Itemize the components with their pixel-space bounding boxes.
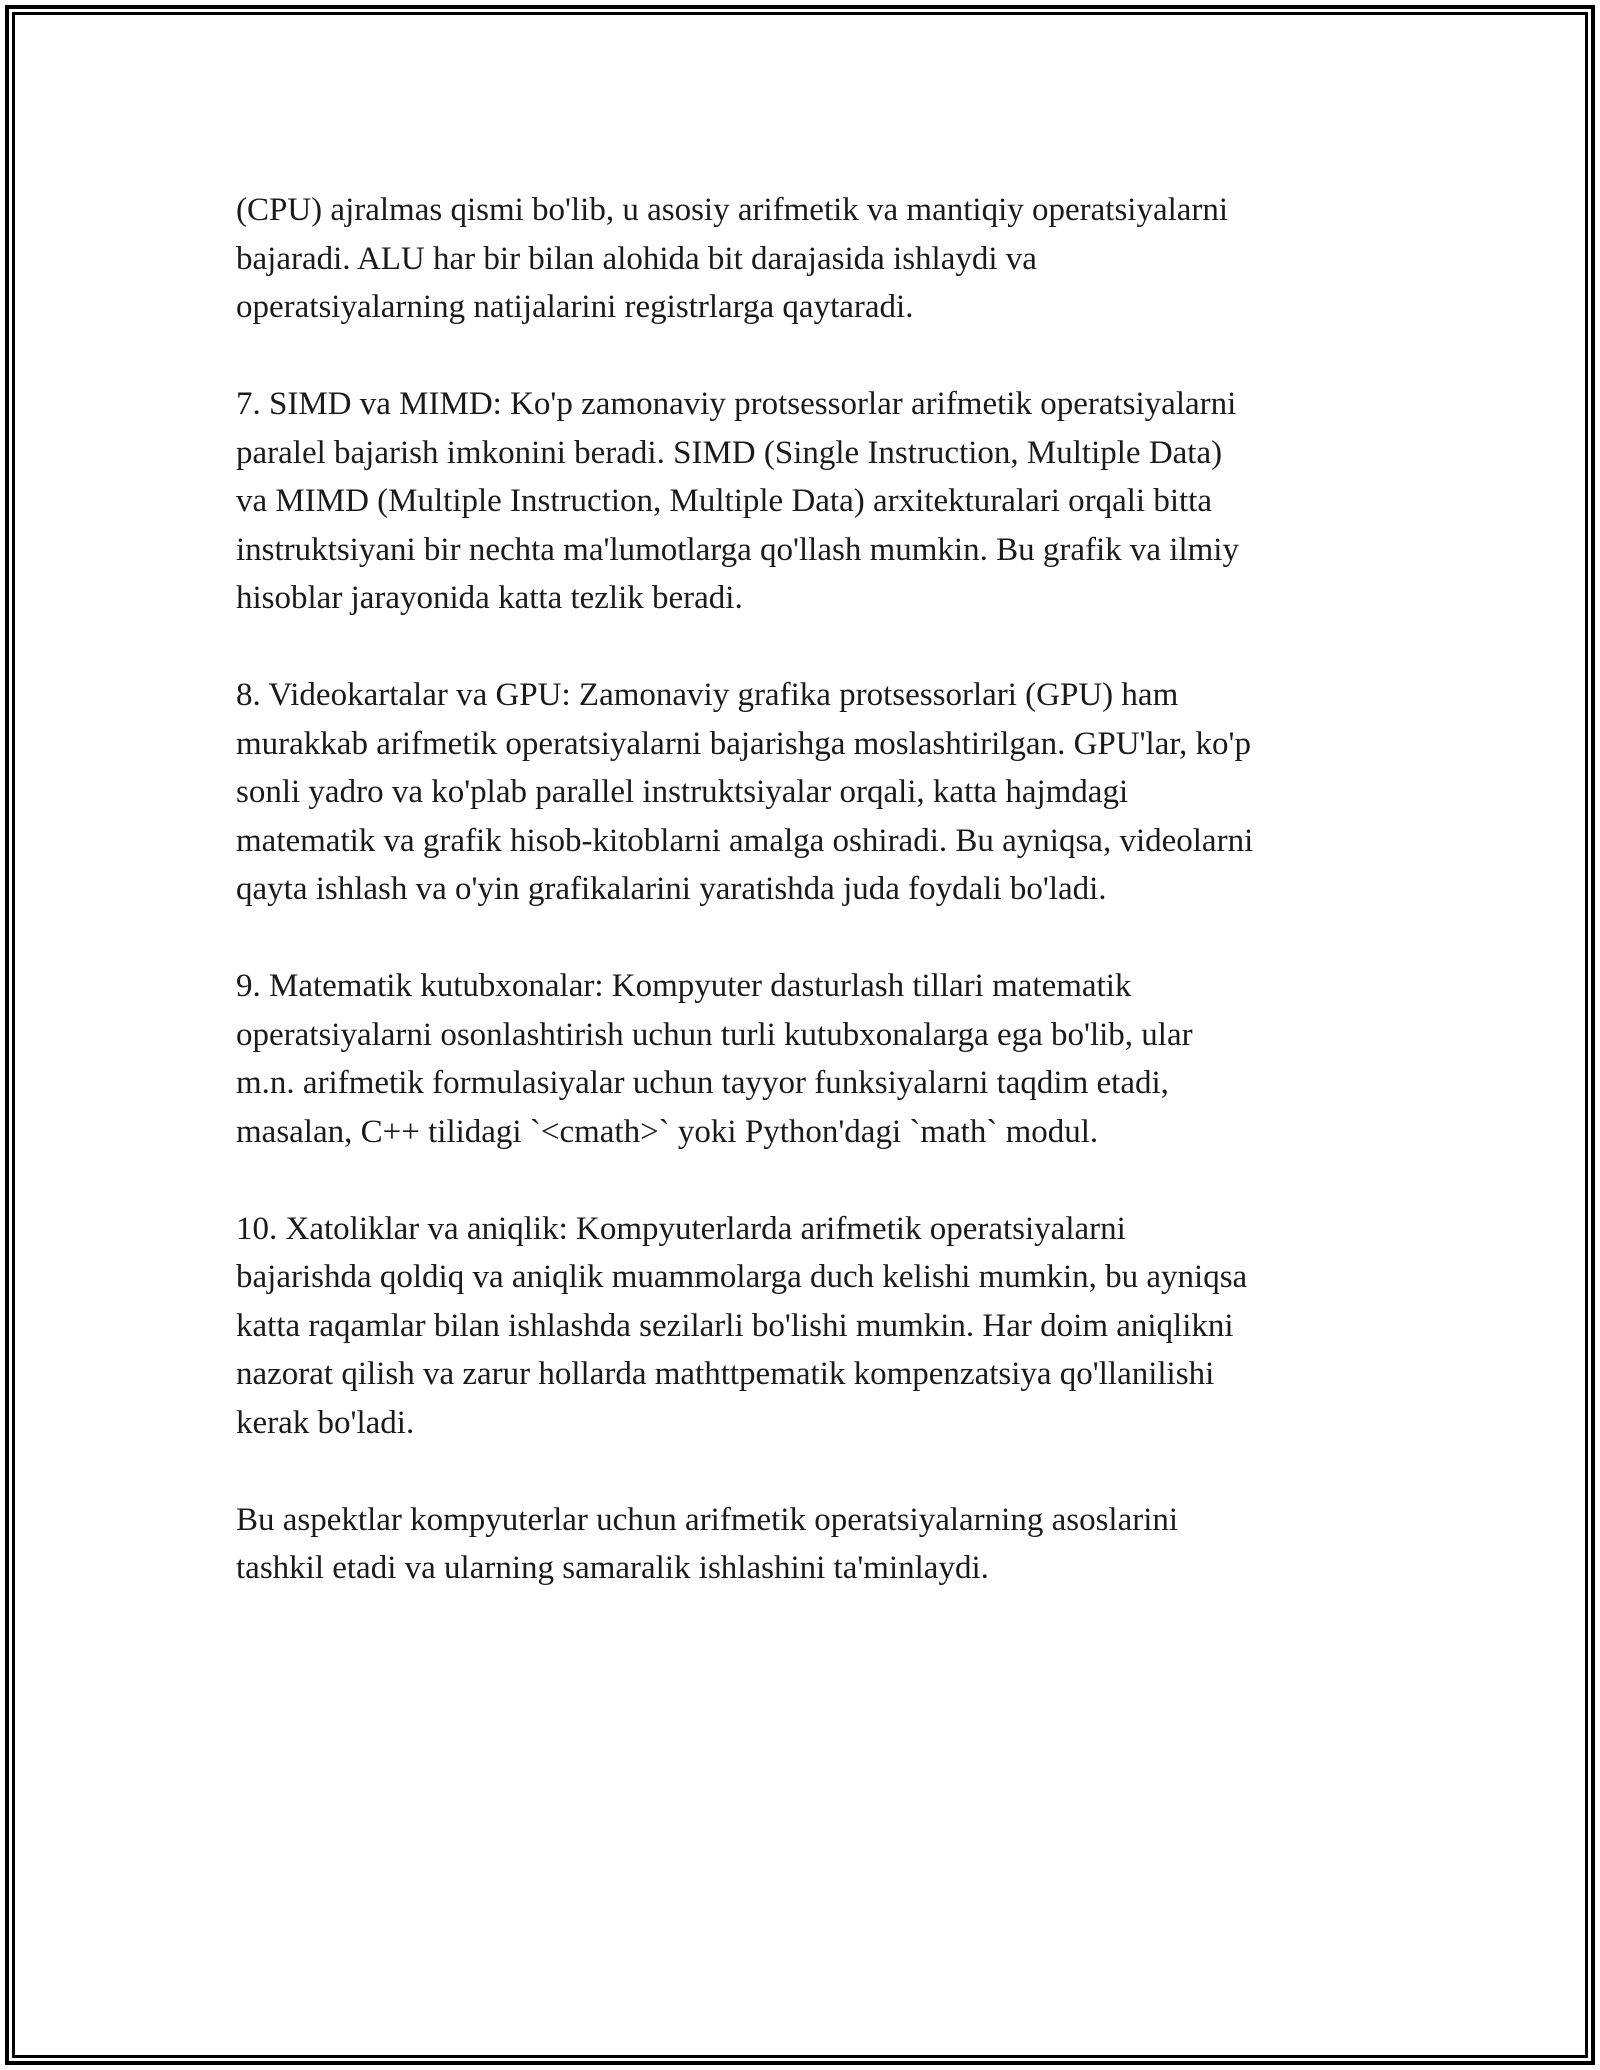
text-line: hisoblar jarayonida katta tezlik beradi. — [236, 580, 743, 616]
text-line: Bu aspektlar kompyuterlar uchun arifmetik operatsiyalarning asoslarini — [236, 1501, 1179, 1538]
text-line: qayta ishlash va o'yin grafikalarini yaratishda juda foydali bo'ladi. — [236, 871, 1107, 907]
text-line: m.n. arifmetik formulasiyalar uchun tayyor funksiyalarni taqdim etadi, — [236, 1065, 1169, 1101]
text-line: masalan, C++ tilidagi `<cmath>` yoki Python'dagi `math` modul. — [236, 1113, 1099, 1150]
paragraph-gpu — [236, 671, 1386, 914]
text-line: sonli yadro va ko'plab parallel instruktsiyalar orqali, katta hajmdagi — [236, 774, 1129, 810]
text-line: operatsiyalarni osonlashtirish uchun turli kutubxonalarga ega bo'lib, ular — [236, 1016, 1193, 1053]
paragraph-math-libraries — [236, 962, 1386, 1156]
text-line: tashkil etadi va ularning samaralik ishlashini ta'minlaydi. — [236, 1550, 989, 1586]
paragraph-errors-precision — [236, 1205, 1386, 1448]
text-line: murakkab arifmetik operatsiyalarni bajarishga moslashtirilgan. GPU'lar, ko'p — [236, 725, 1251, 762]
text-line: bajarishda qoldiq va aniqlik muammolarga duch kelishi mumkin, bu ayniqsa — [236, 1259, 1248, 1295]
paragraph-simd-mimd — [236, 380, 1386, 623]
text-line: bajaradi. ALU har bir bilan alohida bit darajasida ishlaydi va — [236, 240, 1037, 277]
document-body — [236, 186, 1386, 1641]
paragraph-alu-continuation — [236, 186, 1386, 332]
text-line: katta raqamlar bilan ishlashda sezilarli bo'lishi mumkin. Har doim aniqlikni — [236, 1307, 1234, 1344]
text-line: 9. Matematik kutubxonalar: Kompyuter dasturlash tillari matematik — [236, 968, 1132, 1004]
text-line: operatsiyalarning natijalarini registrlarga qaytaradi. — [236, 289, 914, 325]
text-line: matematik va grafik hisob-kitoblarni amalga oshiradi. Bu ayniqsa, videolarni — [236, 822, 1254, 859]
text-line: paralel bajarish imkonini beradi. SIMD (Single Instruction, Multiple Data) — [236, 434, 1223, 471]
text-line: instruktsiyani bir nechta ma'lumotlarga qo'llash mumkin. Bu grafik va ilmiy — [236, 531, 1239, 568]
text-line: nazorat qilish va zarur hollarda mathttpematik kompenzatsiya qo'llanilishi — [236, 1356, 1215, 1392]
text-line: 10. Xatoliklar va aniqlik: Kompyuterlarda arifmetik operatsiyalarni — [236, 1210, 1126, 1247]
text-line: (CPU) ajralmas qismi bo'lib, u asosiy arifmetik va mantiqiy operatsiyalarni — [236, 192, 1229, 228]
text-line: 7. SIMD va MIMD: Ko'p zamonaviy protsessorlar arifmetik operatsiyalarni — [236, 386, 1237, 422]
text-line: va MIMD (Multiple Instruction, Multiple Data) arxitekturalari orqali bitta — [236, 483, 1212, 519]
text-line: 8. Videokartalar va GPU: Zamonaviy grafika protsessorlari (GPU) ham — [236, 677, 1179, 713]
paragraph-conclusion — [236, 1496, 1386, 1593]
text-line: kerak bo'ladi. — [236, 1404, 415, 1441]
